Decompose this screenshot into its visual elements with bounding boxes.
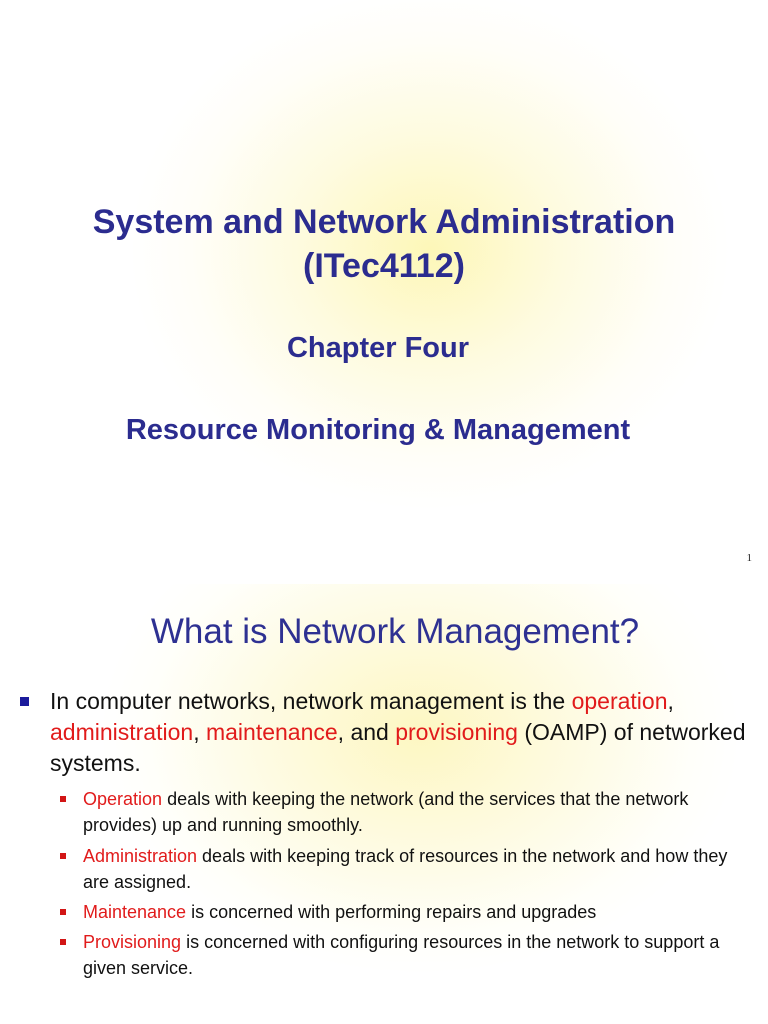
- highlight-administration: administration: [50, 719, 194, 745]
- bullet-square-icon: [60, 853, 66, 859]
- text-segment: ,: [193, 719, 206, 745]
- sub-bullet-text: deals with keeping track of resources in the network and how they are assigned.: [83, 846, 728, 892]
- sub-bullet-provisioning: [60, 929, 750, 981]
- sub-bullet-administration: [60, 843, 750, 895]
- slide-title-2: What is Network Management?: [150, 612, 640, 651]
- bullet-square-icon: [60, 939, 66, 945]
- highlight-operation: operation: [571, 688, 668, 714]
- text-segment: In computer networks, network management is the: [50, 688, 572, 714]
- title-line-2: (ITec4112): [303, 247, 465, 285]
- text-segment: , and: [337, 719, 396, 745]
- sub-bullet-text: deals with keeping the network (and the services that the network provides) up and running smoothly.: [83, 789, 689, 835]
- slide-2: [0, 584, 768, 1024]
- bullet-square-icon: [20, 697, 29, 706]
- highlight-maintenance: maintenance: [205, 719, 338, 745]
- bullet-square-icon: [60, 796, 66, 802]
- text-segment: (OAMP) of networked systems.: [50, 719, 746, 776]
- bullet-square-icon: [60, 909, 66, 915]
- sub-bullet-term: Operation: [83, 789, 163, 809]
- main-bullet-text: [50, 686, 760, 779]
- title-line-1: System and Network Administration: [92, 203, 676, 241]
- sub-bullet-text: is concerned with performing repairs and upgrades: [186, 902, 597, 922]
- chapter-heading: Chapter Four: [286, 332, 470, 364]
- sub-bullet-term: Maintenance: [83, 902, 187, 922]
- sub-bullet-term: Provisioning: [83, 932, 182, 952]
- sub-bullet-text: is concerned with configuring resources in the network to support a given service.: [83, 932, 720, 978]
- page-number: 1: [746, 552, 752, 564]
- chapter-subtitle: Resource Monitoring & Management: [125, 414, 631, 446]
- sub-bullet-operation: [60, 786, 750, 838]
- sub-bullet-maintenance: [60, 899, 750, 925]
- highlight-provisioning: provisioning: [395, 719, 518, 745]
- main-bullet: [20, 686, 760, 779]
- text-segment: ,: [667, 688, 674, 714]
- slide-title: [0, 200, 768, 288]
- sub-bullet-term: Administration: [83, 846, 198, 866]
